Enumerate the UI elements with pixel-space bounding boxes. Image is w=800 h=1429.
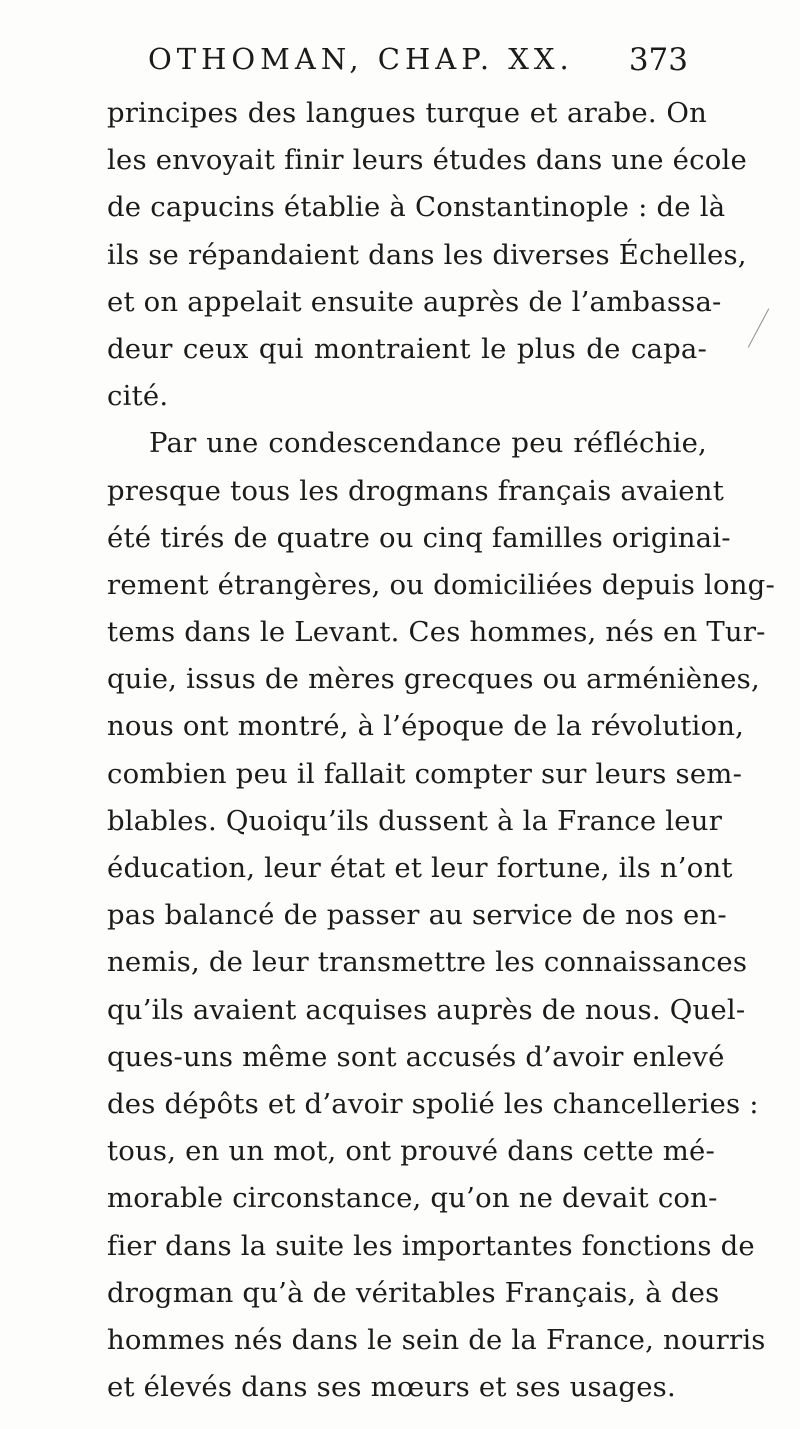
text-line: drogman qu’à de véritables Français, à des	[107, 1276, 720, 1309]
text-line: qu’ils avaient acquises auprès de nous. Quel-	[107, 993, 746, 1026]
text-line: blables. Quoiqu’ils dussent à la France leur	[107, 804, 723, 837]
text-line: tems dans le Levant. Ces hommes, nés en Tur-	[107, 616, 766, 649]
text-line: ils se répandaient dans les diverses Échelles,	[107, 238, 747, 271]
text-line: cité.	[107, 380, 169, 413]
running-head	[148, 42, 688, 82]
text-line: rement étrangères, ou domiciliées depuis long-	[107, 568, 775, 601]
text-line: quie, issus de mères grecques ou arméniènes,	[107, 663, 760, 696]
text-line: et élevés dans ses mœurs et ses usages.	[107, 1371, 676, 1404]
text-line: hommes nés dans le sein de la France, nourris	[107, 1323, 766, 1356]
margin-mark	[748, 308, 770, 347]
text-line: tous, en un mot, ont prouvé dans cette mé-	[107, 1135, 716, 1168]
text-line: été tirés de quatre ou cinq familles originai-	[107, 521, 731, 554]
text-line: nous ont montré, à l’époque de la révolution,	[107, 710, 745, 743]
text-line: des dépôts et d’avoir spolié les chancelleries :	[107, 1087, 759, 1120]
text-line: fier dans la suite les importantes fonctions de	[107, 1229, 755, 1262]
text-line: nemis, de leur transmettre les connaissances	[107, 946, 748, 979]
text-line: éducation, leur état et leur fortune, ils n’ont	[107, 852, 733, 884]
text-line: Par une condescendance peu réfléchie,	[149, 427, 707, 460]
text-line: morable circonstance, qu’on ne devait con-	[107, 1182, 718, 1215]
paragraph-2	[107, 420, 775, 1411]
text-line: et on appelait ensuite auprès de l’ambassa-	[107, 285, 722, 318]
paragraph-1	[107, 90, 747, 420]
text-line: principes des langues turque et arabe. On	[107, 97, 707, 129]
page-number: 373	[628, 42, 688, 78]
running-head-title: OTHOMAN, CHAP. XX.	[148, 42, 574, 76]
text-line: presque tous les drogmans français avaient	[107, 474, 724, 507]
text-line: ques-uns même sont accusés d’avoir enlevé	[107, 1040, 725, 1073]
text-line: deur ceux qui montraient le plus de capa-	[107, 332, 707, 365]
text-line: les envoyait finir leurs études dans une école	[107, 144, 747, 177]
text-line: combien peu il fallait compter sur leurs sem-	[107, 757, 743, 790]
text-line: pas balancé de passer au service de nos en-	[107, 899, 727, 932]
body-text	[107, 90, 775, 1411]
text-line: de capucins établie à Constantinople : de là	[107, 191, 726, 224]
